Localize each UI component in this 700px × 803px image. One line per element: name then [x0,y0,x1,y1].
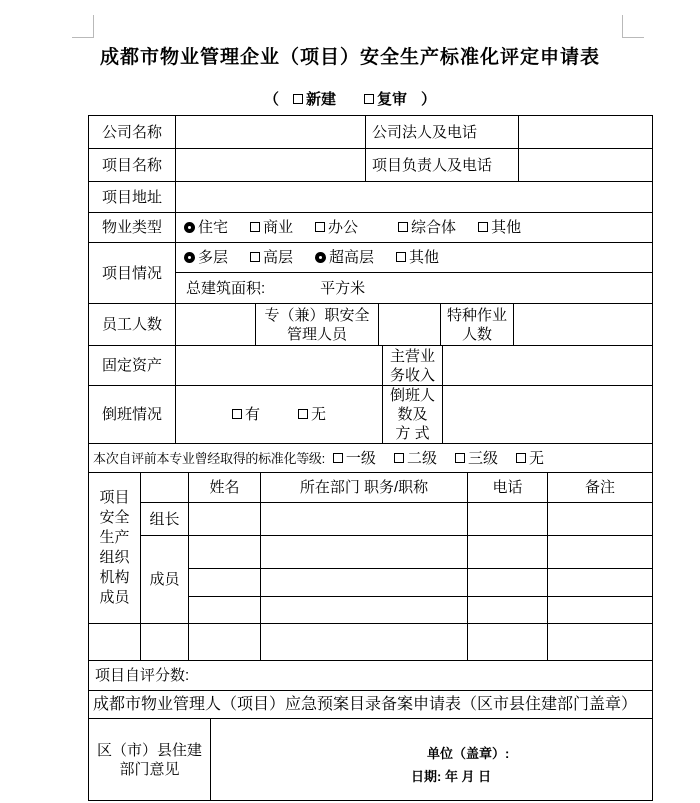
org-member1-phone-cell[interactable] [468,536,548,569]
built-area-label: 总建筑面积: [186,279,266,297]
shift-options [176,386,383,444]
option-label: 超高层 [329,249,375,266]
option-label: 办公 [328,219,359,236]
extra-row-dept-cell[interactable] [261,624,468,661]
paren-open: （ [263,91,279,108]
org-section-label [89,473,141,624]
option-label: 复审 [377,91,408,108]
option-label: 住宅 [198,219,229,236]
shift-option-no[interactable] [298,405,326,424]
label-line: 数及 [397,406,428,423]
label-line: 主营业 [389,347,435,365]
org-member-label: 成员 [141,536,189,624]
grade-option-level3[interactable] [455,449,498,468]
checkbox-icon [516,453,526,463]
main-revenue-label [383,346,443,386]
extra-row-cell[interactable] [89,624,141,661]
org-header-name: 姓名 [189,473,261,503]
option-label: 综合体 [411,219,457,236]
label-line: 务收入 [389,366,435,384]
org-member1-name-cell[interactable] [189,536,261,569]
checkbox-icon [250,222,260,232]
project-address-label: 项目地址 [89,182,176,213]
project-info-label: 项目情况 [89,243,176,304]
shift-label: 倒班情况 [89,386,176,444]
paren-close: ） [421,91,437,108]
built-area-unit: 平方米 [320,279,366,297]
org-leader-phone-cell[interactable] [468,503,548,536]
checkbox-icon [364,94,374,104]
checkbox-icon [298,409,308,419]
label-line: 项目 [99,489,130,506]
org-member3-dept-cell[interactable] [261,597,468,624]
shift-detail-label [383,386,443,444]
option-label: 无 [528,449,544,467]
org-role-header-cell [141,473,189,503]
org-leader-dept-cell[interactable] [261,503,468,536]
label-line: 管理人员 [286,325,347,343]
info-option-multistorey[interactable] [184,248,228,267]
org-member2-phone-cell[interactable] [468,569,548,597]
option-label: 三级 [467,449,498,467]
org-member2-note-cell[interactable] [548,569,653,597]
label-line: 专（兼）职安全 [264,306,370,324]
property-option-office[interactable] [315,218,358,237]
label-line: 特种作业 [446,306,507,324]
label-line: 区（市）县住建 [96,741,202,759]
extra-row-cell[interactable] [141,624,189,661]
previous-grade-label: 本次自评前本专业曾经取得的标准化等级: [93,450,325,466]
info-option-superhighrise[interactable] [315,248,374,267]
radio-icon [184,222,195,233]
option-label: 二级 [406,449,437,467]
application-form-table [88,115,653,801]
doc-type-option-review[interactable] [364,91,407,108]
self-score-row[interactable] [89,661,653,691]
checkbox-icon [455,453,465,463]
option-label: 新建 [305,91,336,108]
property-type-label: 物业类型 [89,213,176,243]
text-boundary-mark-right [622,15,644,38]
label-line: 人数 [461,325,492,343]
checkbox-icon [396,252,406,262]
previous-grade-row [89,444,653,473]
info-option-highrise[interactable] [250,248,293,267]
grade-option-level2[interactable] [394,449,437,468]
special-work-cell[interactable] [514,304,653,346]
company-name-label: 公司名称 [89,116,176,149]
option-label: 高层 [263,249,294,266]
built-area-row[interactable] [176,273,653,304]
checkbox-icon [398,222,408,232]
org-header-phone: 电话 [468,473,548,503]
project-info-options [176,243,653,273]
checkbox-icon [232,409,242,419]
project-name-label: 项目名称 [89,149,176,182]
unit-stamp-label: 单位（盖章）: [427,746,510,761]
org-leader-note-cell[interactable] [548,503,653,536]
special-work-label [441,304,514,346]
checkbox-icon [315,222,325,232]
doc-type-selector [0,88,700,109]
org-header-note: 备注 [548,473,653,503]
checkbox-icon [478,222,488,232]
info-option-other[interactable] [396,248,439,267]
company-legal-phone-label: 公司法人及电话 [366,116,519,149]
org-member1-dept-cell[interactable] [261,536,468,569]
emergency-plan-row [89,691,653,719]
property-option-complex[interactable] [398,218,456,237]
property-option-residential[interactable] [184,218,228,237]
radio-icon [315,252,326,263]
extra-row-note-cell[interactable] [548,624,653,661]
extra-row-phone-cell[interactable] [468,624,548,661]
property-option-other[interactable] [478,218,521,237]
label-line: 方 式 [395,425,430,442]
org-member3-phone-cell[interactable] [468,597,548,624]
option-label: 一级 [345,449,376,467]
authority-opinion-cell[interactable] [211,719,653,801]
date-label: 日期: 年 月 日 [411,769,492,784]
property-type-options [176,213,653,243]
doc-type-option-new[interactable] [293,91,336,108]
org-member3-name-cell[interactable] [189,597,261,624]
text-boundary-mark-left [72,15,94,38]
fixed-assets-label: 固定资产 [89,346,176,386]
authority-opinion-label [89,719,211,801]
grade-option-level1[interactable] [333,449,376,468]
project-manager-phone-cell[interactable] [519,149,653,182]
org-member2-dept-cell[interactable] [261,569,468,597]
extra-row-name-cell[interactable] [189,624,261,661]
org-member3-note-cell[interactable] [548,597,653,624]
property-option-commercial[interactable] [250,218,293,237]
project-name-cell[interactable] [176,149,366,182]
main-revenue-cell[interactable] [443,346,653,386]
project-manager-phone-label: 项目负责人及电话 [366,149,519,182]
label-line: 部门意见 [119,760,180,778]
fixed-assets-cell[interactable] [176,346,383,386]
page-title: 成都市物业管理企业（项目）安全生产标准化评定申请表 [99,47,600,68]
option-label: 无 [311,406,327,423]
org-member1-note-cell[interactable] [548,536,653,569]
checkbox-icon [293,94,303,104]
staff-count-cell[interactable] [176,304,256,346]
label-line: 生产 [99,529,130,546]
safety-manager-cell[interactable] [379,304,441,346]
shift-option-yes[interactable] [232,405,260,424]
option-label: 多层 [198,249,229,266]
company-legal-phone-cell[interactable] [519,116,653,149]
staff-count-label: 员工人数 [89,304,176,346]
safety-manager-label [256,304,379,346]
emergency-plan-text: 成都市物业管理人（项目）应急预案目录备案申请表（区市县住建部门盖章） [93,696,638,713]
label-line: 机构 [99,569,130,586]
checkbox-icon [394,453,404,463]
org-leader-name-cell[interactable] [189,503,261,536]
label-line: 组织 [99,549,130,566]
checkbox-icon [250,252,260,262]
option-label: 其他 [409,249,440,266]
org-leader-label: 组长 [141,503,189,536]
self-score-label: 项目自评分数: [95,667,190,684]
option-label: 商业 [263,219,294,236]
label-line: 成员 [99,589,130,606]
radio-icon [184,252,195,263]
project-address-cell[interactable] [176,182,653,213]
label-line: 安全 [99,509,130,526]
shift-detail-cell[interactable] [443,386,653,444]
org-member2-name-cell[interactable] [189,569,261,597]
checkbox-icon [333,453,343,463]
option-label: 有 [244,406,260,423]
grade-option-none[interactable] [516,449,544,468]
option-label: 其他 [491,219,522,236]
label-line: 倒班人 [389,387,435,404]
company-name-cell[interactable] [176,116,366,149]
org-header-dept: 所在部门 职务/职称 [261,473,468,503]
